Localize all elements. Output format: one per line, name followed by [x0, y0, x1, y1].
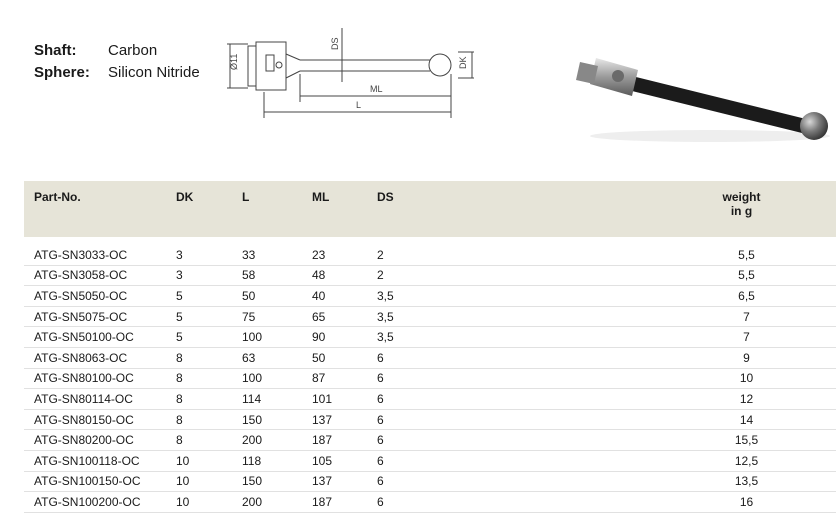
table-row: [24, 327, 836, 348]
cell-part: ATG-SN5075-OC: [24, 306, 171, 327]
cell-part: ATG-SN8063-OC: [24, 347, 171, 368]
stylus-sphere: [429, 54, 451, 76]
cell-dk: 8: [171, 347, 242, 368]
cell-l: 33: [242, 245, 312, 265]
dim-label-ds: DS: [330, 37, 340, 50]
cell-ds: 6: [377, 347, 657, 368]
cell-part: ATG-SN3033-OC: [24, 245, 171, 265]
dim-label-dk: DK: [458, 56, 468, 69]
table-row: [24, 306, 836, 327]
cell-ds: 6: [377, 450, 657, 471]
table-row: [24, 368, 836, 389]
table-row: [24, 430, 836, 451]
cell-ds: 3,5: [377, 306, 657, 327]
cell-l: 75: [242, 306, 312, 327]
cell-ml: 105: [312, 450, 377, 471]
photo-carbon-shaft: [628, 76, 810, 134]
table-row: [24, 492, 836, 513]
cell-ds: 6: [377, 471, 657, 492]
spec-value: Carbon: [108, 42, 158, 59]
table-row: [24, 265, 836, 286]
spec-row-shaft: [34, 40, 200, 62]
cell-ml: 87: [312, 368, 377, 389]
cell-part: ATG-SN80200-OC: [24, 430, 171, 451]
spec-row-sphere: [34, 62, 200, 84]
cell-l: 150: [242, 471, 312, 492]
cell-ml: 65: [312, 306, 377, 327]
cell-l: 114: [242, 389, 312, 410]
cell-dk: 5: [171, 286, 242, 307]
cell-part: ATG-SN100150-OC: [24, 471, 171, 492]
cell-dk: 3: [171, 265, 242, 286]
col-header-l: L: [242, 190, 250, 204]
col-header-ds: DS: [377, 190, 394, 204]
cell-l: 58: [242, 265, 312, 286]
cell-part: ATG-SN80114-OC: [24, 389, 171, 410]
cell-ds: 3,5: [377, 327, 657, 348]
cell-ml: 40: [312, 286, 377, 307]
table-row: [24, 245, 836, 265]
cell-part: ATG-SN3058-OC: [24, 265, 171, 286]
cell-weight: 13,5: [657, 471, 836, 492]
cell-l: 200: [242, 492, 312, 513]
cell-ml: 137: [312, 471, 377, 492]
stylus-thread-body: [248, 46, 256, 86]
table-body: [24, 237, 836, 512]
cell-ds: 6: [377, 492, 657, 513]
col-header-ml: ML: [312, 190, 330, 204]
cell-l: 118: [242, 450, 312, 471]
table-row: [24, 286, 836, 307]
cell-l: 50: [242, 286, 312, 307]
cell-l: 100: [242, 368, 312, 389]
cell-weight: 15,5: [657, 430, 836, 451]
cell-weight: 5,5: [657, 265, 836, 286]
cell-dk: 10: [171, 450, 242, 471]
cell-ds: 6: [377, 430, 657, 451]
cell-ml: 101: [312, 389, 377, 410]
stylus-table: [24, 181, 836, 513]
cell-ml: 50: [312, 347, 377, 368]
spec-value: Silicon Nitride: [108, 64, 200, 81]
spec-key: Shaft:: [34, 42, 77, 59]
cell-dk: 8: [171, 430, 242, 451]
cell-weight: 7: [657, 306, 836, 327]
cell-ml: 90: [312, 327, 377, 348]
col-header-dk: DK: [176, 190, 194, 204]
cell-part: ATG-SN80100-OC: [24, 368, 171, 389]
cell-weight: 16: [657, 492, 836, 513]
product-photo: [560, 40, 840, 150]
table-row: [24, 409, 836, 430]
cell-ds: 3,5: [377, 286, 657, 307]
cell-dk: 10: [171, 492, 242, 513]
cell-dk: 5: [171, 306, 242, 327]
cell-ml: 137: [312, 409, 377, 430]
cell-ds: 6: [377, 409, 657, 430]
cell-part: ATG-SN80150-OC: [24, 409, 171, 430]
cell-weight: 6,5: [657, 286, 836, 307]
cell-dk: 8: [171, 389, 242, 410]
cell-dk: 10: [171, 471, 242, 492]
table-row: [24, 347, 836, 368]
cell-weight: 9: [657, 347, 836, 368]
cell-part: ATG-SN5050-OC: [24, 286, 171, 307]
cell-l: 100: [242, 327, 312, 348]
cell-dk: 8: [171, 409, 242, 430]
table-row: [24, 389, 836, 410]
weight-header-line2: in g: [730, 204, 753, 218]
table-row: [24, 471, 836, 492]
weight-header-line1: weight: [722, 190, 761, 204]
cell-dk: 3: [171, 245, 242, 265]
cell-l: 200: [242, 430, 312, 451]
cell-weight: 5,5: [657, 245, 836, 265]
cell-ml: 23: [312, 245, 377, 265]
cell-ml: 187: [312, 430, 377, 451]
cell-ml: 187: [312, 492, 377, 513]
cell-weight: 14: [657, 409, 836, 430]
cell-dk: 8: [171, 368, 242, 389]
cell-part: ATG-SN100200-OC: [24, 492, 171, 513]
table-row: [24, 450, 836, 471]
material-specs: [34, 40, 200, 84]
cell-l: 63: [242, 347, 312, 368]
cell-ds: 2: [377, 265, 657, 286]
cell-ds: 6: [377, 389, 657, 410]
cell-weight: 12,5: [657, 450, 836, 471]
photo-sphere: [800, 112, 828, 140]
cell-ml: 48: [312, 265, 377, 286]
cell-weight: 7: [657, 327, 836, 348]
dim-label-shaft-dia: Ø11: [229, 53, 239, 70]
col-header-part: Part-No.: [34, 190, 81, 204]
cell-l: 150: [242, 409, 312, 430]
technical-drawing: [222, 22, 484, 122]
table-spacer: [24, 237, 836, 245]
dim-label-ml: ML: [370, 84, 383, 94]
cell-weight: 10: [657, 368, 836, 389]
cell-part: ATG-SN50100-OC: [24, 327, 171, 348]
col-header-weight: [657, 181, 836, 237]
cell-weight: 12: [657, 389, 836, 410]
cell-dk: 5: [171, 327, 242, 348]
table-header-row: [24, 181, 836, 237]
spec-key: Sphere:: [34, 64, 90, 81]
cell-part: ATG-SN100118-OC: [24, 450, 171, 471]
cell-ds: 2: [377, 245, 657, 265]
cell-ds: 6: [377, 368, 657, 389]
dim-label-l: L: [356, 100, 362, 110]
